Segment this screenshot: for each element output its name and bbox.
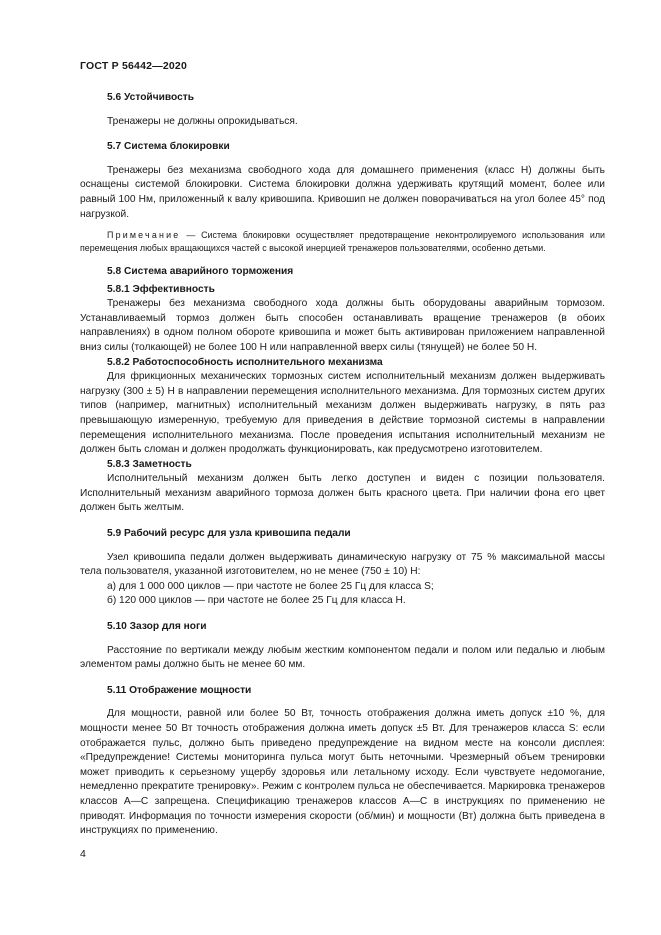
- paragraph-5-8-2: Для фрикционных механических тормозных систем исполнительный механизм должен выдерживать нагрузку (300 ± 5) Н в направлении перемещения исполнительного механизма. Для тормозных систем других типов (например, магнитных) исполнительный механизм должен выдерживать нагрузку, в пять раз превышающую измеренную, требуемую для приведения в действие тормозной системы в направлении перемещения исполнительного механизма. После проведения испытания исполнительный механизм не должен быть сломан и должен продолжать функционировать, как предусмотрено изготовителем.: [80, 371, 605, 456]
- section-heading-5-11: 5.11 Отображение мощности: [107, 684, 252, 696]
- note-label: Примечание: [107, 230, 181, 241]
- paragraph-5-10: Расстояние по вертикали между любым жестким компонентом педали и полом или педалью и любым элементом рамы должно быть не менее 60 мм.: [80, 644, 605, 671]
- list-item-a: а) для 1 000 000 циклов — при частоте не более 25 Гц для класса S;: [107, 580, 434, 592]
- page-number: 4: [80, 848, 86, 860]
- document-body: [80, 91, 605, 839]
- section-heading-5-9: 5.9 Рабочий ресурс для узла кривошипа педали: [107, 528, 351, 540]
- section-heading-5-8-1: 5.8.1 Эффективность: [107, 283, 215, 295]
- paragraph-5-8-3: Исполнительный механизм должен быть легко доступен и виден с позиции пользователя. Исполнительный механизм аварийного тормоза должен быть красного цвета. При наличии фона его цвет должен быть желтым.: [80, 473, 605, 514]
- document-header: ГОСТ Р 56442—2020: [80, 60, 188, 72]
- section-heading-5-7: 5.7 Система блокировки: [107, 141, 230, 153]
- section-heading-5-10: 5.10 Зазор для ноги: [107, 621, 207, 633]
- section-heading-5-6: 5.6 Устойчивость: [107, 92, 195, 103]
- section-heading-5-8-3: 5.8.3 Заметность: [107, 458, 192, 470]
- section-heading-5-8: 5.8 Система аварийного торможения: [107, 265, 294, 277]
- paragraph-5-8-1: Тренажеры без механизма свободного хода должны быть оборудованы аварийным тормозом. Устанавливаемый тормоз должен быть способен останавливать вращение тренажеров (в обоих направлениях) в одном полном обороте кривошипа и может быть активирован приложением направленной вниз силы (толкающей) не более 100 Н или направленной вверх силы (тянущей) не более 50 Н.: [80, 298, 605, 353]
- paragraph-5-7: Тренажеры без механизма свободного хода для домашнего применения (класс Н) должны быть оснащены системой блокировки. Система блокировки должна удерживать крутящий момент, более или равный 100 Нм, приложенный к валу кривошипа. Кривошип не должен поворачиваться на угол более 45° под нагрузкой.: [80, 164, 605, 220]
- section-heading-5-8-2: 5.8.2 Работоспособность исполнительного механизма: [107, 356, 383, 368]
- note-text: — Система блокировки осуществляет предотвращение неконтролируемого использования или перемещения любых вращающихся частей с высокой инерцией тренажеров пользователями, особенно детьми.: [80, 230, 605, 253]
- paragraph-5-11: Для мощности, равной или более 50 Вт, точность отображения должна иметь допуск ±10 %, для мощности менее 50 Вт точность отображения должна иметь допуск ±5 Вт. Для тренажеров класса S: если отображается пульс, должно быть приведено предупреждение на видном месте на консоли дисплея: «Предупреждение! Системы мониторинга пульса могут быть неточными. Чрезмерный объем тренировки может приводить к серьезному ущербу здоровья или летальному исходу. Если чувствуете недомогание, немедленно прекратите тренировку». Режим с контролем пульса не обеспечивается. Маркировка тренажеров классов А—С запрещена. Спецификацию тренажеров классов А—С в инструкциях по применению не приводят. Информация по точности измерения скорости (об/мин) и мощности (Вт) должна быть приведена в инструкциях по применению.: [80, 708, 605, 837]
- list-item-b: б) 120 000 циклов — при частоте не более 25 Гц для класса Н.: [107, 595, 406, 607]
- paragraph-5-6: Тренажеры не должны опрокидываться.: [107, 115, 298, 127]
- paragraph-5-9: Узел кривошипа педали должен выдерживать динамическую нагрузку от 75 % максимальной массы тела пользователя, указанной изготовителем, но не менее (750 ± 10) Н:: [80, 551, 605, 578]
- note-5-7: [80, 229, 605, 254]
